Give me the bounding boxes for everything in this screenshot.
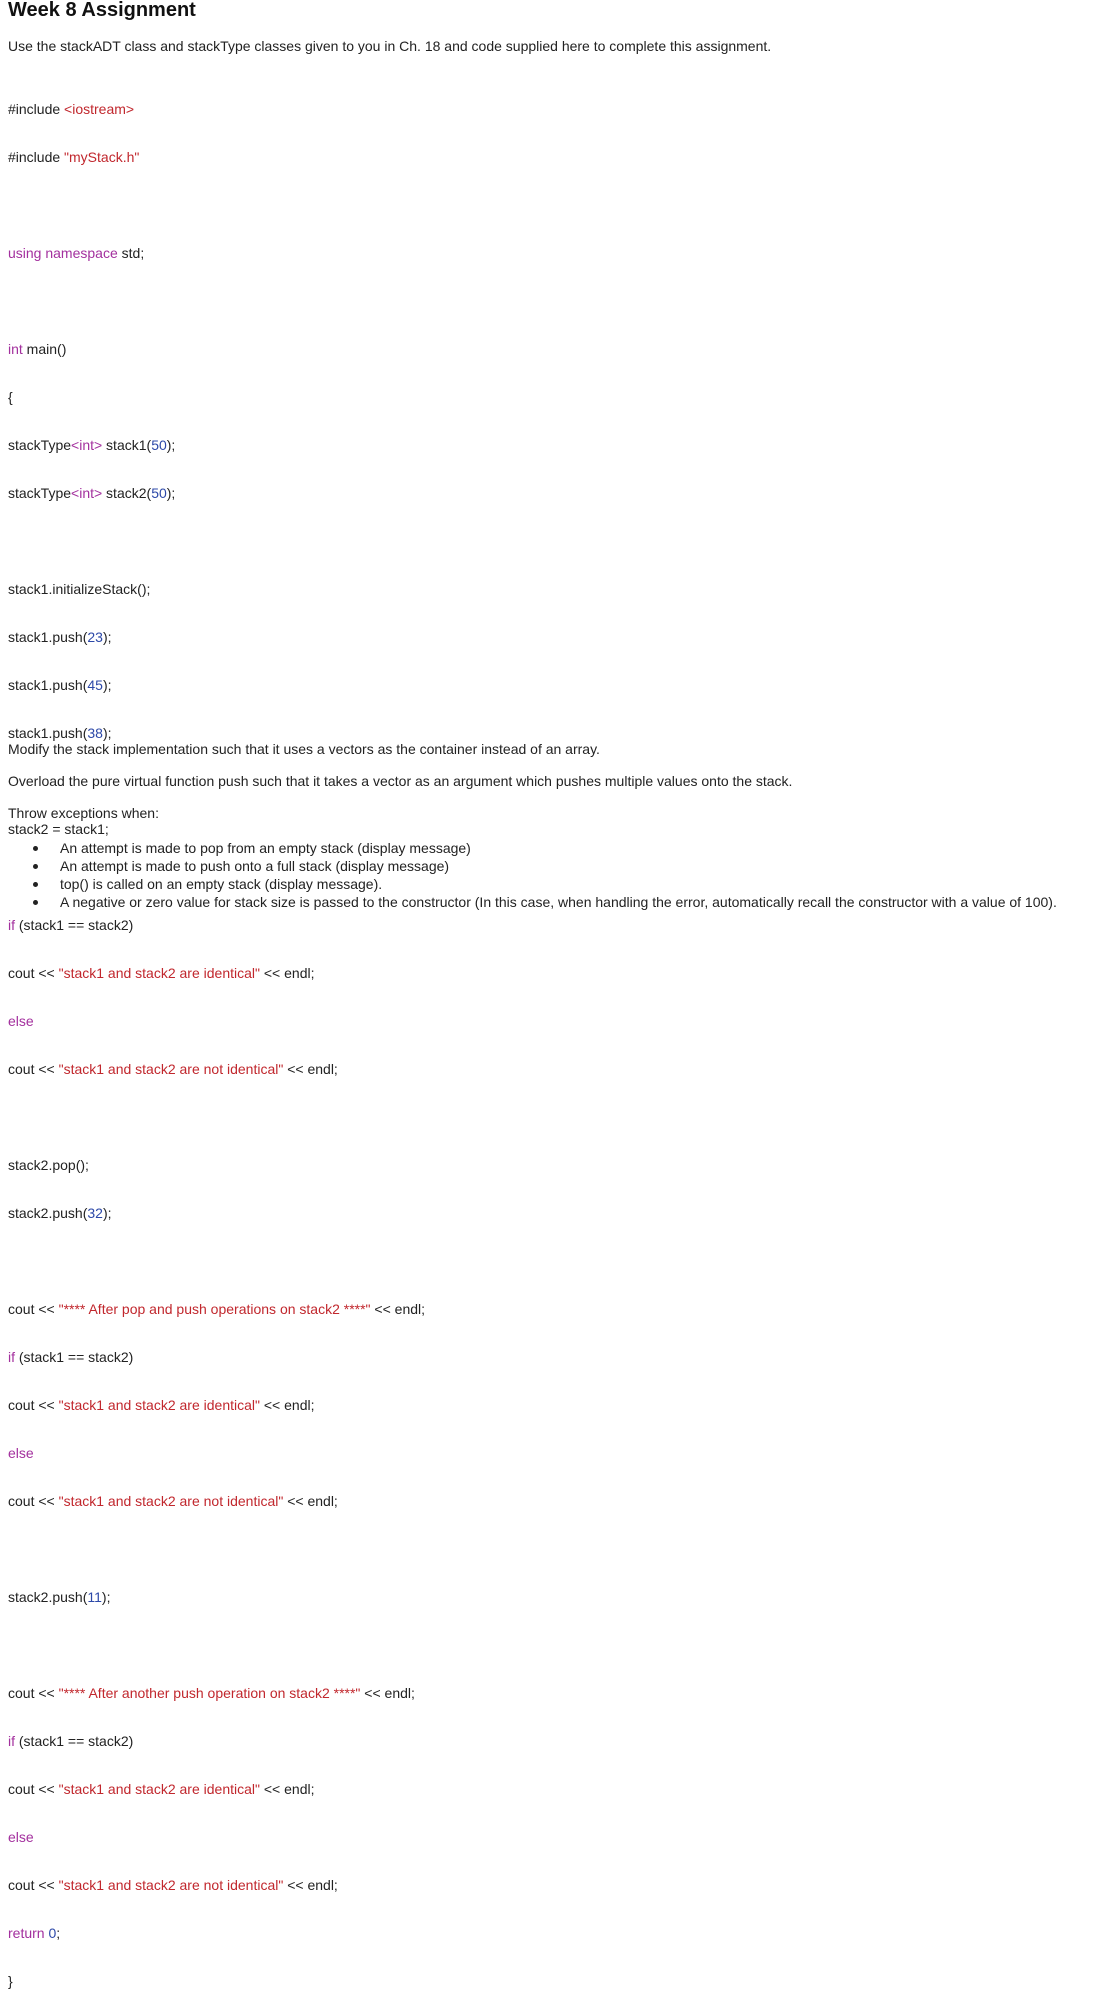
code-text: main() bbox=[22, 341, 67, 357]
code-number: 50 bbox=[151, 485, 167, 501]
code-number: 50 bbox=[151, 437, 167, 453]
code-line bbox=[8, 1061, 425, 1077]
code-number: 45 bbox=[87, 677, 103, 693]
code-string: "stack1 and stack2 are not identical" bbox=[58, 1877, 284, 1893]
code-line bbox=[8, 389, 425, 405]
code-line bbox=[8, 917, 425, 933]
code-line bbox=[8, 1397, 425, 1413]
bullet-icon bbox=[33, 882, 38, 887]
code-keyword: int bbox=[8, 341, 23, 357]
code-text: #include bbox=[8, 149, 65, 165]
code-text: ); bbox=[101, 1589, 111, 1605]
code-text: std; bbox=[117, 245, 145, 261]
code-keyword: else bbox=[8, 1829, 34, 1845]
code-text: ); bbox=[102, 629, 112, 645]
code-text: stackType bbox=[8, 437, 72, 453]
code-line bbox=[8, 1493, 425, 1509]
list-item-text: An attempt is made to pop from an empty stack (display message) bbox=[60, 840, 471, 856]
bullet-icon bbox=[33, 846, 38, 851]
code-keyword: if bbox=[8, 1733, 15, 1749]
code-number: 38 bbox=[87, 725, 103, 741]
code-text: cout << bbox=[8, 1877, 59, 1893]
code-text: stack2.push( bbox=[8, 1589, 88, 1605]
code-text: ); bbox=[102, 725, 112, 741]
code-text: cout << bbox=[8, 965, 59, 981]
list-item-text: top() is called on an empty stack (display message). bbox=[60, 876, 383, 892]
code-text: (stack1 == stack2) bbox=[15, 1349, 134, 1365]
code-line bbox=[8, 1589, 425, 1605]
code-text: stack2( bbox=[102, 485, 152, 501]
code-include-target: "myStack.h" bbox=[64, 149, 140, 165]
code-keyword: else bbox=[8, 1445, 34, 1461]
code-text: } bbox=[8, 1973, 13, 1989]
code-string: "stack1 and stack2 are identical" bbox=[58, 1397, 260, 1413]
code-text: stack2.push( bbox=[8, 1205, 88, 1221]
code-line bbox=[8, 1685, 425, 1701]
exception-list bbox=[0, 839, 1057, 911]
code-text: stack1.push( bbox=[8, 725, 88, 741]
list-item bbox=[0, 875, 1057, 893]
page-title: Week 8 Assignment bbox=[8, 0, 196, 21]
code-text: << endl; bbox=[283, 1493, 338, 1509]
code-keyword: return bbox=[8, 1925, 45, 1941]
code-line bbox=[8, 245, 425, 261]
code-number: 0 bbox=[44, 1925, 57, 1941]
code-number: 32 bbox=[87, 1205, 103, 1221]
code-text: << endl; bbox=[283, 1061, 338, 1077]
code-text: ); bbox=[102, 1205, 112, 1221]
code-line bbox=[8, 1205, 425, 1221]
code-string: "stack1 and stack2 are identical" bbox=[58, 1781, 260, 1797]
code-line bbox=[8, 1157, 425, 1173]
code-text: stack1.push( bbox=[8, 677, 88, 693]
code-keyword: if bbox=[8, 917, 15, 933]
code-keyword: using namespace bbox=[8, 245, 118, 261]
code-string: "stack1 and stack2 are not identical" bbox=[58, 1061, 284, 1077]
code-line bbox=[8, 101, 425, 117]
code-line bbox=[8, 1301, 425, 1317]
code-string: "**** After pop and push operations on stack2 ****" bbox=[58, 1301, 371, 1317]
code-line bbox=[8, 725, 425, 741]
code-text: ); bbox=[166, 485, 176, 501]
code-keyword: if bbox=[8, 1349, 15, 1365]
code-line bbox=[8, 1781, 425, 1797]
code-text: cout << bbox=[8, 1061, 59, 1077]
intro-paragraph: Use the stackADT class and stackType classes given to you in Ch. 18 and code supplied here to complete this assignment. bbox=[8, 38, 772, 54]
instruction-paragraph: Overload the pure virtual function push such that it takes a vector as an argument which pushes multiple values onto the stack. bbox=[8, 773, 793, 789]
code-text: << endl; bbox=[259, 1397, 315, 1413]
code-text: << endl; bbox=[360, 1685, 415, 1701]
instruction-paragraph: Throw exceptions when: bbox=[8, 805, 159, 821]
code-text: ); bbox=[102, 677, 112, 693]
code-string: "stack1 and stack2 are identical" bbox=[58, 965, 260, 981]
code-number: 23 bbox=[87, 629, 103, 645]
list-item bbox=[0, 857, 1057, 875]
code-text: << endl; bbox=[259, 965, 315, 981]
code-line bbox=[8, 629, 425, 645]
code-text: stackType bbox=[8, 485, 72, 501]
code-string: "**** After another push operation on stack2 ****" bbox=[58, 1685, 361, 1701]
code-text: cout << bbox=[8, 1301, 59, 1317]
code-line bbox=[8, 1013, 425, 1029]
code-line bbox=[8, 821, 425, 837]
code-text: cout << bbox=[8, 1685, 59, 1701]
code-include-target: <iostream> bbox=[64, 101, 135, 117]
code-line bbox=[8, 677, 425, 693]
code-string: "stack1 and stack2 are not identical" bbox=[58, 1493, 284, 1509]
code-text: stack1.push( bbox=[8, 629, 88, 645]
instruction-paragraph: Modify the stack implementation such that it uses a vectors as the container instead of an array. bbox=[8, 741, 600, 757]
code-text: ; bbox=[56, 1925, 61, 1941]
code-text: ); bbox=[166, 437, 176, 453]
code-text: stack1.initializeStack(); bbox=[8, 581, 151, 597]
code-number: 11 bbox=[87, 1589, 102, 1605]
code-text: stack2.pop(); bbox=[8, 1157, 89, 1173]
code-line bbox=[8, 965, 425, 981]
code-line bbox=[8, 437, 425, 453]
code-line bbox=[8, 1829, 425, 1845]
list-item-text: An attempt is made to push onto a full stack (display message) bbox=[60, 858, 450, 874]
code-block bbox=[8, 69, 425, 2005]
list-item bbox=[0, 893, 1057, 911]
code-keyword: <int> bbox=[71, 437, 103, 453]
bullet-icon bbox=[33, 900, 38, 905]
bullet-icon bbox=[33, 864, 38, 869]
code-line bbox=[8, 1349, 425, 1365]
code-line bbox=[8, 1445, 425, 1461]
code-line bbox=[8, 149, 425, 165]
code-line bbox=[8, 1877, 425, 1893]
code-line bbox=[8, 581, 425, 597]
code-text: cout << bbox=[8, 1781, 59, 1797]
code-line bbox=[8, 485, 425, 501]
code-text: cout << bbox=[8, 1397, 59, 1413]
code-keyword: <int> bbox=[71, 485, 103, 501]
code-keyword: else bbox=[8, 1013, 34, 1029]
code-text: stack1( bbox=[102, 437, 152, 453]
code-line bbox=[8, 1925, 425, 1941]
code-line bbox=[8, 1973, 425, 1989]
list-item-text: A negative or zero value for stack size is passed to the constructor (In this case, when handling the error, automatically recall the constructor with a value of 100). bbox=[60, 894, 1057, 910]
code-line bbox=[8, 341, 425, 357]
code-text: << endl; bbox=[283, 1877, 338, 1893]
code-text: { bbox=[8, 389, 13, 405]
code-text: (stack1 == stack2) bbox=[15, 1733, 134, 1749]
code-text: << endl; bbox=[259, 1781, 315, 1797]
code-text: (stack1 == stack2) bbox=[15, 917, 134, 933]
code-line bbox=[8, 1733, 425, 1749]
code-text: stack2 = stack1; bbox=[8, 821, 109, 837]
list-item bbox=[0, 839, 1057, 857]
code-text: cout << bbox=[8, 1493, 59, 1509]
code-text: #include bbox=[8, 101, 65, 117]
code-text: << endl; bbox=[370, 1301, 426, 1317]
